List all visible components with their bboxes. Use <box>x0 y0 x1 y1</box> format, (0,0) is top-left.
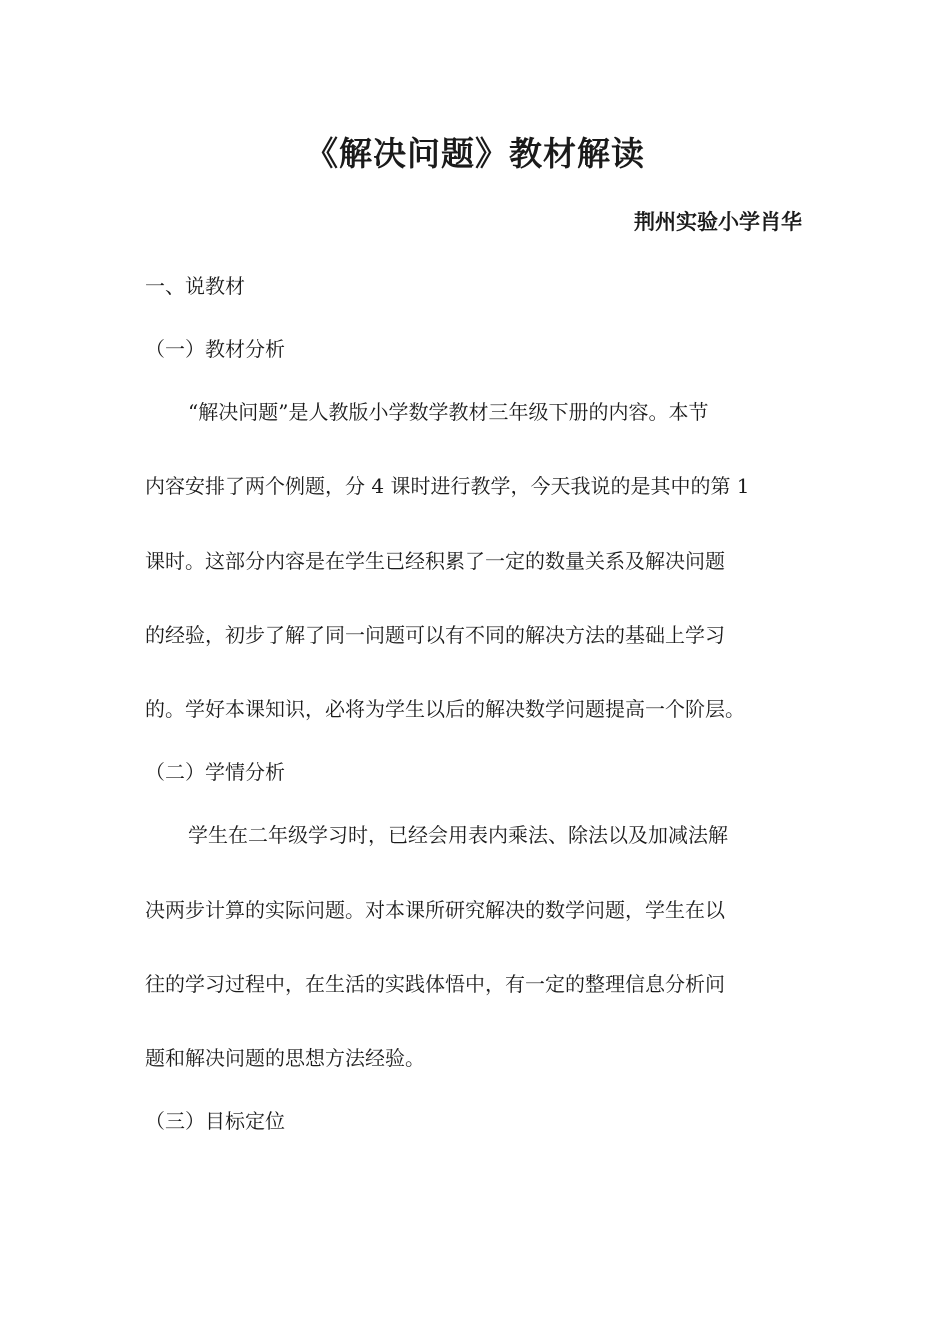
subsection-heading-3: （三）目标定位 <box>145 1109 285 1133</box>
paragraph-line: 往的学习过程中，在生活的实践体悟中，有一定的整理信息分析问 <box>145 972 725 996</box>
author-line: 荆州实验小学肖华 <box>634 210 802 234</box>
paragraph-line: 学生在二年级学习时，已经会用表内乘法、除法以及加减法解 <box>188 823 728 847</box>
section-heading-1: 一、说教材 <box>145 274 245 298</box>
paragraph-line: 课时。这部分内容是在学生已经积累了一定的数量关系及解决问题 <box>145 549 725 573</box>
paragraph-line: 内容安排了两个例题，分 4 课时进行教学，今天我说的是其中的第 1 <box>145 474 750 498</box>
paragraph-line: 决两步计算的实际问题。对本课所研究解决的数学问题，学生在以 <box>145 898 725 922</box>
subsection-heading-2: （二）学情分析 <box>145 760 285 784</box>
paragraph-line: 的经验，初步了解了同一问题可以有不同的解决方法的基础上学习 <box>145 623 725 647</box>
paragraph-line: 的。学好本课知识，必将为学生以后的解决数学问题提高一个阶层。 <box>145 697 745 721</box>
paragraph-line: “解决问题”是人教版小学数学教材三年级下册的内容。本节 <box>188 400 709 424</box>
subsection-heading-1: （一）教材分析 <box>145 337 285 361</box>
document-title: 《解决问题》教材解读 <box>305 134 645 173</box>
paragraph-line: 题和解决问题的思想方法经验。 <box>145 1046 425 1070</box>
